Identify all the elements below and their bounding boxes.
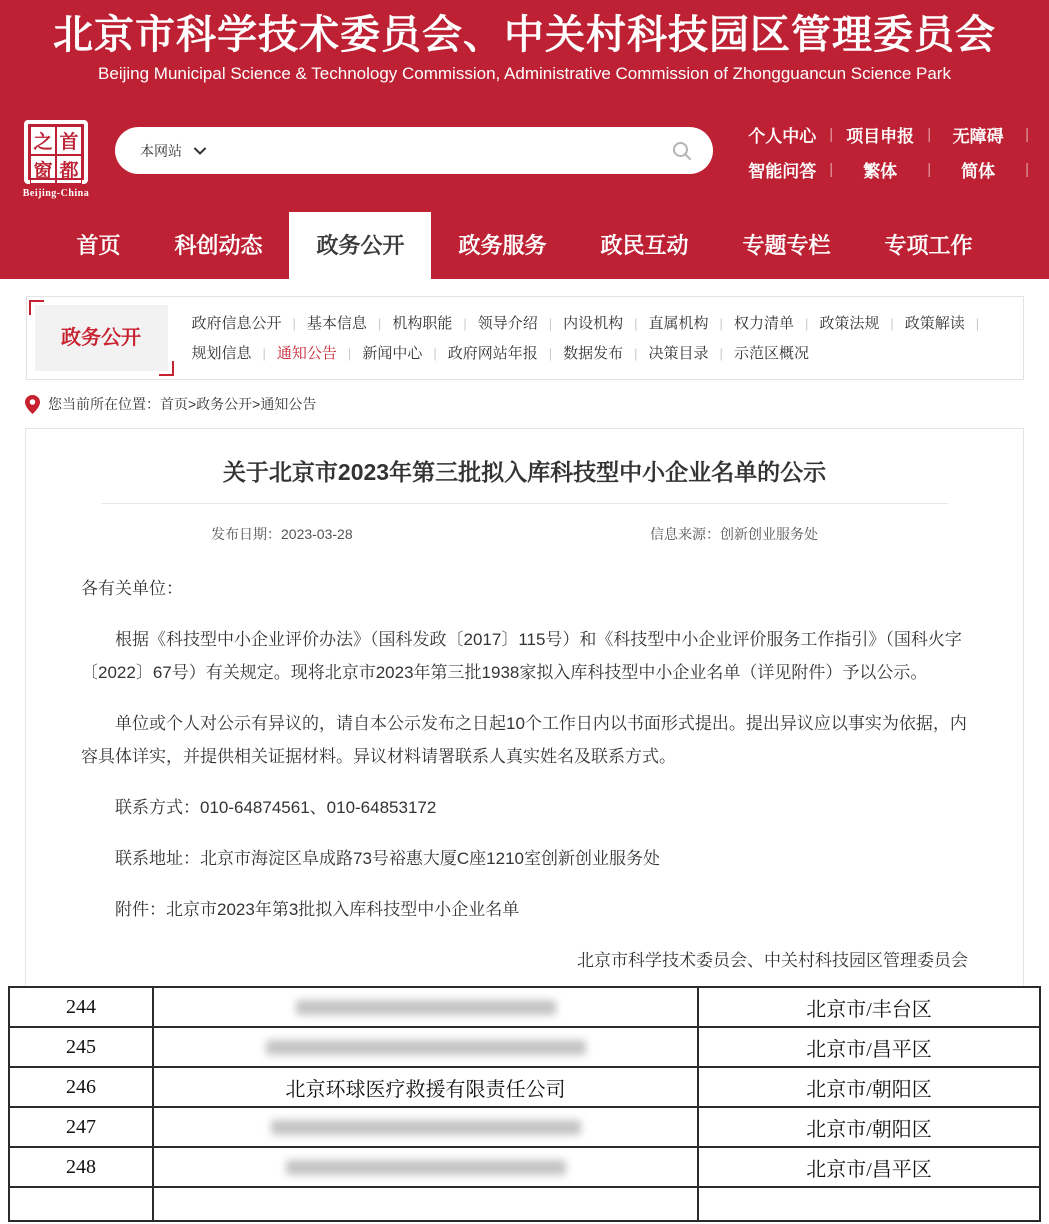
corner-bracket-bottom-right: [159, 361, 174, 376]
subnav-link[interactable]: 基本信息: [306, 315, 367, 332]
divider: |: [1025, 161, 1029, 178]
table-row: [9, 1187, 1040, 1221]
article-paragraph: 各有关单位：: [81, 579, 183, 598]
logo-char: 都: [56, 155, 82, 184]
company-name-cell: [153, 1147, 698, 1187]
subnav-row: [192, 309, 1015, 339]
location-cell: 北京市/昌平区: [698, 1147, 1040, 1187]
row-number-cell: 246: [9, 1067, 153, 1107]
logo-char: 首: [56, 126, 82, 155]
divider: |: [719, 346, 723, 361]
subnav-link[interactable]: 政府信息公开: [191, 315, 282, 332]
divider: |: [829, 126, 834, 143]
divider: |: [719, 316, 723, 331]
divider: |: [634, 346, 638, 361]
subnav-link[interactable]: 规划信息: [191, 345, 252, 362]
location-cell: 北京市/丰台区: [698, 987, 1040, 1027]
row-number-cell: 248: [9, 1147, 153, 1187]
row-number-cell: 247: [9, 1107, 153, 1147]
article-paragraph: 联系方式：010-64874561、010-64853172: [115, 798, 437, 817]
title-divider: [101, 503, 948, 504]
subnav-link[interactable]: 新闻中心: [362, 345, 423, 362]
search-bar: [115, 127, 713, 174]
subnav-link[interactable]: 直属机构: [648, 315, 709, 332]
main-nav: [0, 212, 1049, 279]
table-row: [9, 987, 1040, 1027]
subnav-links: [168, 305, 1015, 371]
subnav-panel: [26, 296, 1024, 380]
divider: |: [634, 316, 638, 331]
divider: |: [829, 161, 834, 178]
blurred-company-name: [271, 1120, 581, 1135]
breadcrumb-path[interactable]: 首页>政务公开>通知公告: [160, 396, 317, 412]
subnav-link[interactable]: 政府网站年报: [447, 345, 538, 362]
company-list-table: [8, 986, 1041, 1224]
utility-bar: [0, 100, 1049, 212]
subnav-section-label: 政务公开: [35, 305, 168, 371]
logo-box: [24, 120, 88, 184]
nav-item[interactable]: 专项工作: [884, 233, 973, 258]
divider: |: [433, 346, 437, 361]
quick-link[interactable]: 个人中心: [748, 127, 817, 146]
company-name-cell: [153, 1107, 698, 1147]
subnav-link[interactable]: 数据发布: [563, 345, 624, 362]
row-number-cell: 244: [9, 987, 153, 1027]
article-paragraph: 联系地址：北京市海淀区阜成路73号裕惠大厦C座1210室创新创业服务处: [115, 849, 661, 868]
blurred-company-name: [296, 1000, 556, 1015]
divider: |: [927, 161, 932, 178]
divider: |: [890, 316, 894, 331]
info-source: 信息来源：创新创业服务处: [650, 526, 818, 542]
divider: |: [292, 316, 296, 331]
subnav-link[interactable]: 决策目录: [648, 345, 709, 362]
subnav-link[interactable]: 通知公告: [276, 345, 337, 362]
subnav-link[interactable]: 内设机构: [563, 315, 624, 332]
article-title: 关于北京市2023年第三批拟入库科技型中小企业名单的公示: [222, 459, 827, 485]
blurred-company-name: [286, 1160, 566, 1175]
table-row: [9, 1027, 1040, 1067]
location-cell: 北京市/朝阳区: [698, 1107, 1040, 1147]
divider: |: [548, 316, 553, 331]
divider: |: [463, 316, 467, 331]
table-row: [9, 1067, 1040, 1107]
nav-item[interactable]: 政务服务: [458, 233, 547, 258]
nav-item[interactable]: 政务公开: [289, 212, 431, 295]
logo-caption: Beijing-China: [22, 188, 90, 199]
row-number-cell: 245: [9, 1027, 153, 1067]
quick-link[interactable]: 繁体: [863, 162, 898, 181]
location-cell: 北京市/昌平区: [698, 1027, 1040, 1067]
corner-bracket-top-left: [29, 300, 44, 315]
location-cell: [698, 1187, 1040, 1221]
quick-link[interactable]: 简体: [961, 162, 996, 181]
logo-grid: [28, 124, 84, 180]
article-paragraph: 附件：北京市2023年第3批拟入库科技型中小企业名单: [115, 900, 520, 919]
publish-date: 发布日期：2023-03-28: [211, 526, 353, 542]
nav-item[interactable]: 政民互动: [600, 233, 689, 258]
divider: |: [548, 346, 553, 361]
company-table-body: [9, 987, 1040, 1221]
quick-link[interactable]: 项目申报: [846, 127, 915, 146]
company-name-cell: [153, 1187, 698, 1221]
divider: |: [377, 316, 382, 331]
article-paragraph: 根据《科技型中小企业评价办法》（国科发政〔2017〕115号）和《科技型中小企业评价服务工作指引》（国科火字〔2022〕67号）有关规定。现将北京市2023年第三批1938家拟入库科技型中小企业名单（详见附件）予以公示。: [81, 630, 962, 682]
subnav-link[interactable]: 机构职能: [392, 315, 453, 332]
table-row: [9, 1147, 1040, 1187]
divider: |: [262, 346, 266, 361]
logo-char: 窗: [30, 155, 56, 184]
article-paragraph: 单位或个人对公示有异议的，请自本公示发布之日起10个工作日内以书面形式提出。提出异议应以事实为依据，内容具体详实，并提供相关证据材料。异议材料请署联系人真实姓名及联系方式。: [81, 714, 967, 766]
site-title: 北京市科学技术委员会、中关村科技园区管理委员会: [53, 13, 996, 57]
subnav-link[interactable]: 政策解读: [904, 315, 965, 332]
search-scope-label: 本网站: [140, 142, 182, 159]
site-banner: [0, 0, 1049, 100]
subnav-link[interactable]: 领导介绍: [477, 315, 538, 332]
quick-links-row: [735, 121, 1029, 148]
search-scope-dropdown[interactable]: [140, 141, 206, 161]
row-number-cell: [9, 1187, 153, 1221]
subnav-row: [192, 339, 1015, 369]
subnav-link[interactable]: 政策法规: [819, 315, 880, 332]
site-logo[interactable]: [20, 120, 92, 199]
breadcrumb: [25, 394, 1049, 414]
company-name-cell: [153, 1027, 698, 1067]
company-name-cell: 北京环球医疗救援有限责任公司: [153, 1067, 698, 1107]
article-signature: 北京市科学技术委员会、中关村科技园区管理委员会: [577, 951, 968, 970]
site-subtitle: Beijing Municipal Science & Technology Commission, Administrative Commission of Zhongguancun Science Park: [98, 64, 951, 83]
divider: |: [804, 316, 809, 331]
subnav-link[interactable]: 示范区概况: [733, 345, 809, 362]
quick-links-row: [735, 156, 1029, 183]
table-row: [9, 1107, 1040, 1147]
nav-item[interactable]: 科创动态: [174, 233, 263, 258]
quick-link[interactable]: 智能问答: [748, 162, 817, 181]
quick-link[interactable]: 无障碍: [952, 127, 1004, 146]
nav-item[interactable]: 首页: [76, 233, 121, 258]
company-name-cell: [153, 987, 698, 1027]
blurred-company-name: [266, 1040, 586, 1055]
subnav-link[interactable]: 权力清单: [733, 315, 794, 332]
article-meta: [81, 524, 968, 542]
breadcrumb-prefix: 您当前所在位置：: [48, 396, 160, 412]
quick-links: [735, 121, 1029, 183]
divider: |: [975, 316, 980, 331]
divider: |: [927, 126, 932, 143]
divider: |: [347, 346, 352, 361]
divider: |: [1025, 126, 1029, 143]
logo-char: 之: [30, 126, 56, 155]
location-pin-icon: [25, 395, 40, 414]
location-cell: 北京市/朝阳区: [698, 1067, 1040, 1107]
search-icon[interactable]: [671, 140, 693, 162]
nav-item[interactable]: 专题专栏: [742, 233, 831, 258]
article-body: [81, 572, 968, 926]
chevron-down-icon: [194, 147, 206, 155]
search-input[interactable]: [206, 127, 671, 174]
